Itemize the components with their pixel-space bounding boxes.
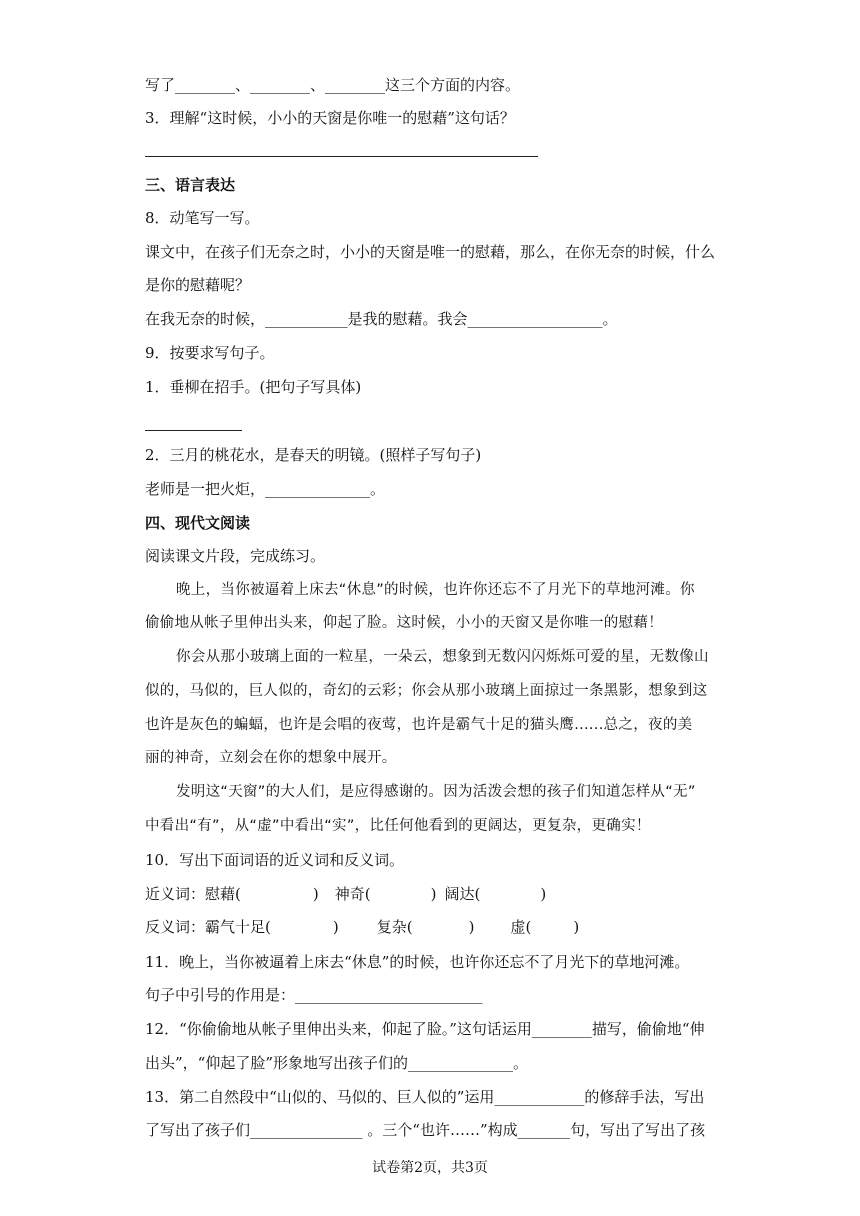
passage-line: 你会从那小玻璃上面的一粒星，一朵云，想象到无数闪闪烁烁可爱的星，无数像山: [176, 649, 709, 665]
synonym-row: 近义词：慰藉( ) 神奇( ) 阔达( ): [145, 885, 547, 903]
text-line: 2．三月的桃花水，是春天的明镜。(照样子写句子): [145, 446, 482, 464]
page-footer: 试卷第2页，共3页: [372, 1160, 488, 1176]
text-line: 写了________、________、________这三个方面的内容。: [145, 76, 521, 94]
text-line: 老师是一把火炬，______________。: [145, 480, 386, 498]
antonym-row: 反义词：霸气十足( ) 复杂( ) 虚( ): [145, 918, 580, 936]
antonym-label: 反义词：: [145, 918, 206, 936]
section-heading-4: 四、现代文阅读: [145, 514, 251, 532]
question-12: 12．“你偷偷地从帐子里伸出头来，仰起了脸。”这句话运用________描写，偷偷地“伸: [145, 1020, 705, 1038]
passage-line: 也许是灰色的蝙蝠，也许是会唱的夜莺，也许是霸气十足的猫头鹰......总之，夜的美: [145, 717, 693, 733]
answer-line: [145, 156, 538, 157]
question-10: 10．写出下面词语的近义词和反义词。: [145, 851, 405, 869]
passage-line: 偷偷地从帐子里伸出头来，仰起了脸。这时候，小小的天窗又是你唯一的慰藉！: [145, 615, 663, 631]
synonym-word: 慰藉(: [205, 885, 241, 903]
passage-line: 晚上，当你被逼着上床去“休息”的时候，也许你还忘不了月光下的草地河滩。你: [176, 582, 695, 598]
section-heading-3: 三、语言表达: [145, 176, 236, 194]
text-line: 句子中引号的作用是：_________________________: [145, 986, 483, 1004]
text-line: 在我无奈的时候，___________是我的慰藉。我会__________________。: [145, 310, 618, 328]
passage-line: 似的，马似的，巨人似的，奇幻的云彩；你会从那小玻璃上面掠过一条黑影，想象到这: [145, 683, 708, 699]
passage-line: 发明这“天窗”的大人们，是应得感谢的。因为活泼会想的孩子们知道怎样从“无”: [176, 784, 696, 800]
passage-line: 中看出“有”，从“虚”中看出“实”，比任何他看到的更阔达，更复杂，更确实！: [145, 818, 651, 834]
answer-line: [145, 430, 242, 431]
passage-line: 丽的神奇，立刻会在你的想象中展开。: [145, 750, 397, 766]
question-8: 8．动笔写一写。: [145, 209, 260, 227]
question-13: 13．第二自然段中“山似的、马似的、巨人似的”运用____________的修辞手法，写出: [145, 1088, 705, 1106]
text-line: 出头”，“仰起了脸”形象地写出孩子们的______________。: [145, 1054, 529, 1072]
synonym-word: 神奇(: [334, 885, 371, 903]
question-11: 11．晚上，当你被逼着上床去“休息”的时候，也许你还忘不了月光下的草地河滩。: [145, 953, 690, 971]
antonym-word: 虚(: [510, 918, 532, 936]
text-line: 课文中，在孩子们无奈之时，小小的天窗是唯一的慰藉，那么，在你无奈的时候，什么: [145, 243, 716, 261]
synonym-label: 近义词：: [145, 885, 206, 903]
text-line: 阅读课文片段，完成练习。: [145, 547, 326, 565]
text-line: 了写出了孩子们_______________ 。三个“也许……”构成_______句，写出了写出了孩: [145, 1121, 706, 1139]
antonym-word: 复杂(: [376, 918, 413, 936]
synonym-word: 阔达(: [444, 885, 481, 903]
text-line: 是你的慰藉呢？: [145, 276, 251, 294]
question-3: 3．理解“这时候，小小的天窗是你唯一的慰藉”这句话？: [145, 109, 515, 127]
antonym-word: 霸气十足(: [205, 918, 271, 936]
question-9: 9．按要求写句子。: [145, 344, 275, 362]
text-line: 1．垂柳在招手。(把句子写具体): [145, 378, 362, 396]
